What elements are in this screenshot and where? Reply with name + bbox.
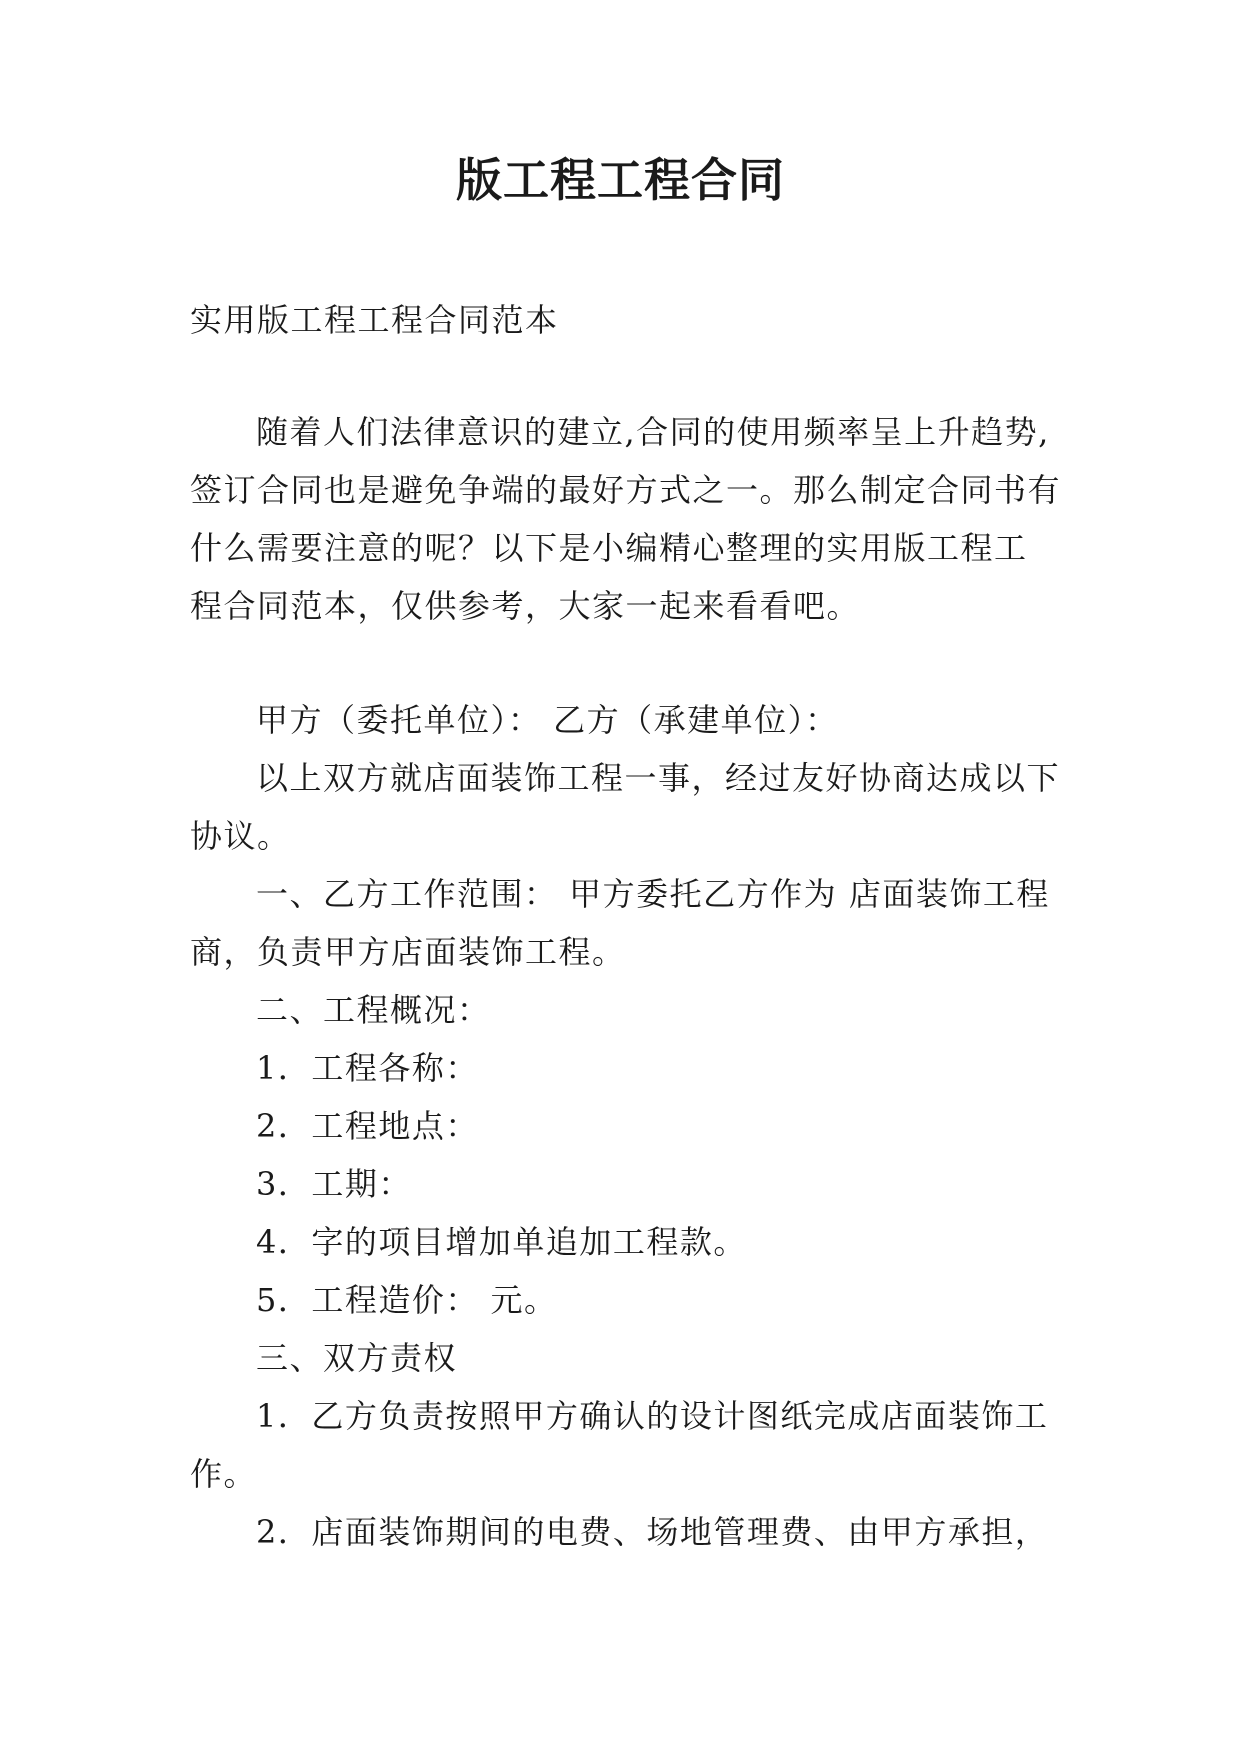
paragraph-line: 协议。 — [190, 817, 291, 855]
document-title: 版工程工程合同 — [456, 153, 785, 207]
section-heading: 二、工程概况： — [256, 991, 491, 1029]
section-heading: 一、乙方工作范围： 甲方委托乙方作为 店面装饰工程 — [256, 875, 1050, 913]
paragraph-line: 商，负责甲方店面装饰工程。 — [190, 933, 626, 971]
paragraph-line: 作。 — [190, 1455, 258, 1493]
section-heading: 三、双方责权 — [256, 1339, 458, 1377]
list-item: 2．店面装饰期间的电费、场地管理费、由甲方承担， — [256, 1513, 1049, 1551]
paragraph-line: 程合同范本，仅供参考，大家一起来看看吧。 — [190, 587, 861, 625]
list-item: 1．工程各称： — [256, 1049, 479, 1087]
document-subtitle: 实用版工程工程合同范本 — [190, 301, 559, 339]
list-item: 5．工程造价： 元。 — [256, 1281, 558, 1319]
paragraph-line: 以上双方就店面装饰工程一事，经过友好协商达成以下 — [256, 759, 1061, 797]
list-item: 2．工程地点： — [256, 1107, 479, 1145]
list-item: 3．工期： — [256, 1165, 412, 1203]
paragraph-line: 什么需要注意的呢？以下是小编精心整理的实用版工程工 — [190, 529, 1028, 567]
paragraph-line: 随着人们法律意识的建立,合同的使用频率呈上升趋势, — [256, 413, 1050, 451]
paragraph-line: 签订合同也是避免争端的最好方式之一。那么制定合同书有 — [190, 471, 1062, 509]
party-line: 甲方（委托单位）： 乙方（承建单位）： — [256, 701, 839, 739]
list-item: 4．字的项目增加单追加工程款。 — [256, 1223, 747, 1261]
list-item: 1．乙方负责按照甲方确认的设计图纸完成店面装饰工 — [256, 1397, 1049, 1435]
